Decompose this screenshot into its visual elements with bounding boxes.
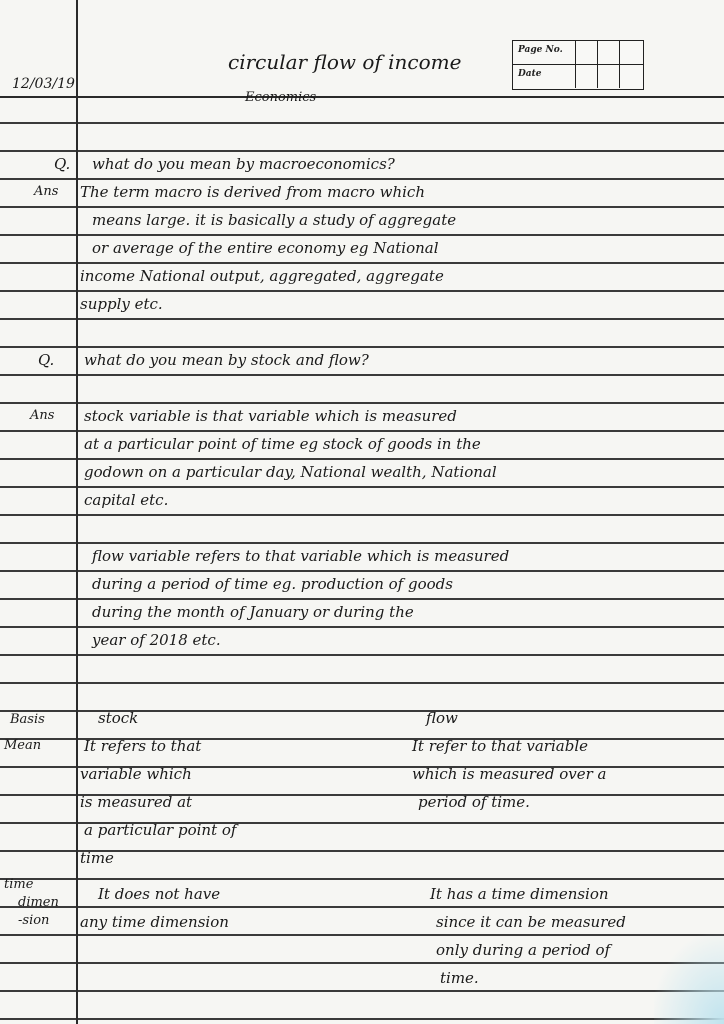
- table-stock-cell: It refers to that: [84, 737, 202, 755]
- stock-line: capital etc.: [84, 491, 169, 509]
- table-basis-cell: time: [4, 877, 34, 892]
- table-flow-cell: It has a time dimension: [430, 885, 609, 903]
- table-flow-cell: which is measured over a: [412, 765, 607, 783]
- table-stock-cell: It does not have: [98, 885, 221, 903]
- page-title: circular flow of income: [228, 50, 462, 74]
- table-basis-cell: -sion: [18, 913, 50, 928]
- table-header-flow: flow: [426, 709, 458, 727]
- q2-marker: Q.: [38, 351, 55, 369]
- table-basis-cell: Mean: [4, 738, 42, 753]
- q2-question: what do you mean by stock and flow?: [84, 351, 369, 369]
- page-no-label: Page No.: [518, 45, 563, 55]
- flow-line: year of 2018 etc.: [92, 631, 221, 649]
- q1-answer-line: income National output, aggregated, aggregate: [80, 267, 444, 285]
- top-rule: [0, 96, 724, 98]
- margin-line: [76, 0, 78, 1024]
- table-stock-cell: a particular point of: [84, 821, 237, 839]
- table-flow-cell: period of time.: [418, 793, 530, 811]
- q1-answer-line: means large. it is basically a study of aggregate: [92, 211, 457, 229]
- stock-line: at a particular point of time eg stock of goods in the: [84, 435, 481, 453]
- table-stock-cell: time: [80, 849, 114, 867]
- date-label: Date: [518, 69, 542, 79]
- q1-answer-marker: Ans: [34, 184, 59, 199]
- table-stock-cell: is measured at: [80, 793, 193, 811]
- stock-line: godown on a particular day, National wealth, National: [84, 463, 497, 481]
- q1-marker: Q.: [54, 155, 71, 173]
- date: 12/03/19: [12, 76, 75, 92]
- table-flow-cell: It refer to that variable: [412, 737, 588, 755]
- q1-answer-line: or average of the entire economy eg National: [92, 239, 439, 257]
- table-header-basis: Basis: [10, 712, 45, 727]
- flow-line: during a period of time eg. production of goods: [92, 575, 453, 593]
- flow-line: during the month of January or during the: [92, 603, 414, 621]
- q2-answer-marker: Ans: [30, 408, 55, 423]
- page-number-box: [512, 40, 644, 90]
- flow-line: flow variable refers to that variable which is measured: [92, 547, 510, 565]
- table-flow-cell: time.: [440, 969, 479, 987]
- stock-line: stock variable is that variable which is measured: [84, 407, 457, 425]
- subject-heading: Economics: [245, 90, 317, 105]
- table-basis-cell: dimen: [18, 895, 59, 910]
- table-stock-cell: any time dimension: [80, 913, 229, 931]
- q1-question: what do you mean by macroeconomics?: [92, 155, 395, 173]
- table-header-stock: stock: [98, 709, 139, 727]
- q1-answer-line: supply etc.: [80, 295, 163, 313]
- table-flow-cell: since it can be measured: [436, 913, 626, 931]
- table-stock-cell: variable which: [80, 765, 192, 783]
- corner-shadow: [654, 934, 724, 1024]
- q1-answer-line: The term macro is derived from macro which: [80, 183, 425, 201]
- table-flow-cell: only during a period of: [436, 941, 611, 959]
